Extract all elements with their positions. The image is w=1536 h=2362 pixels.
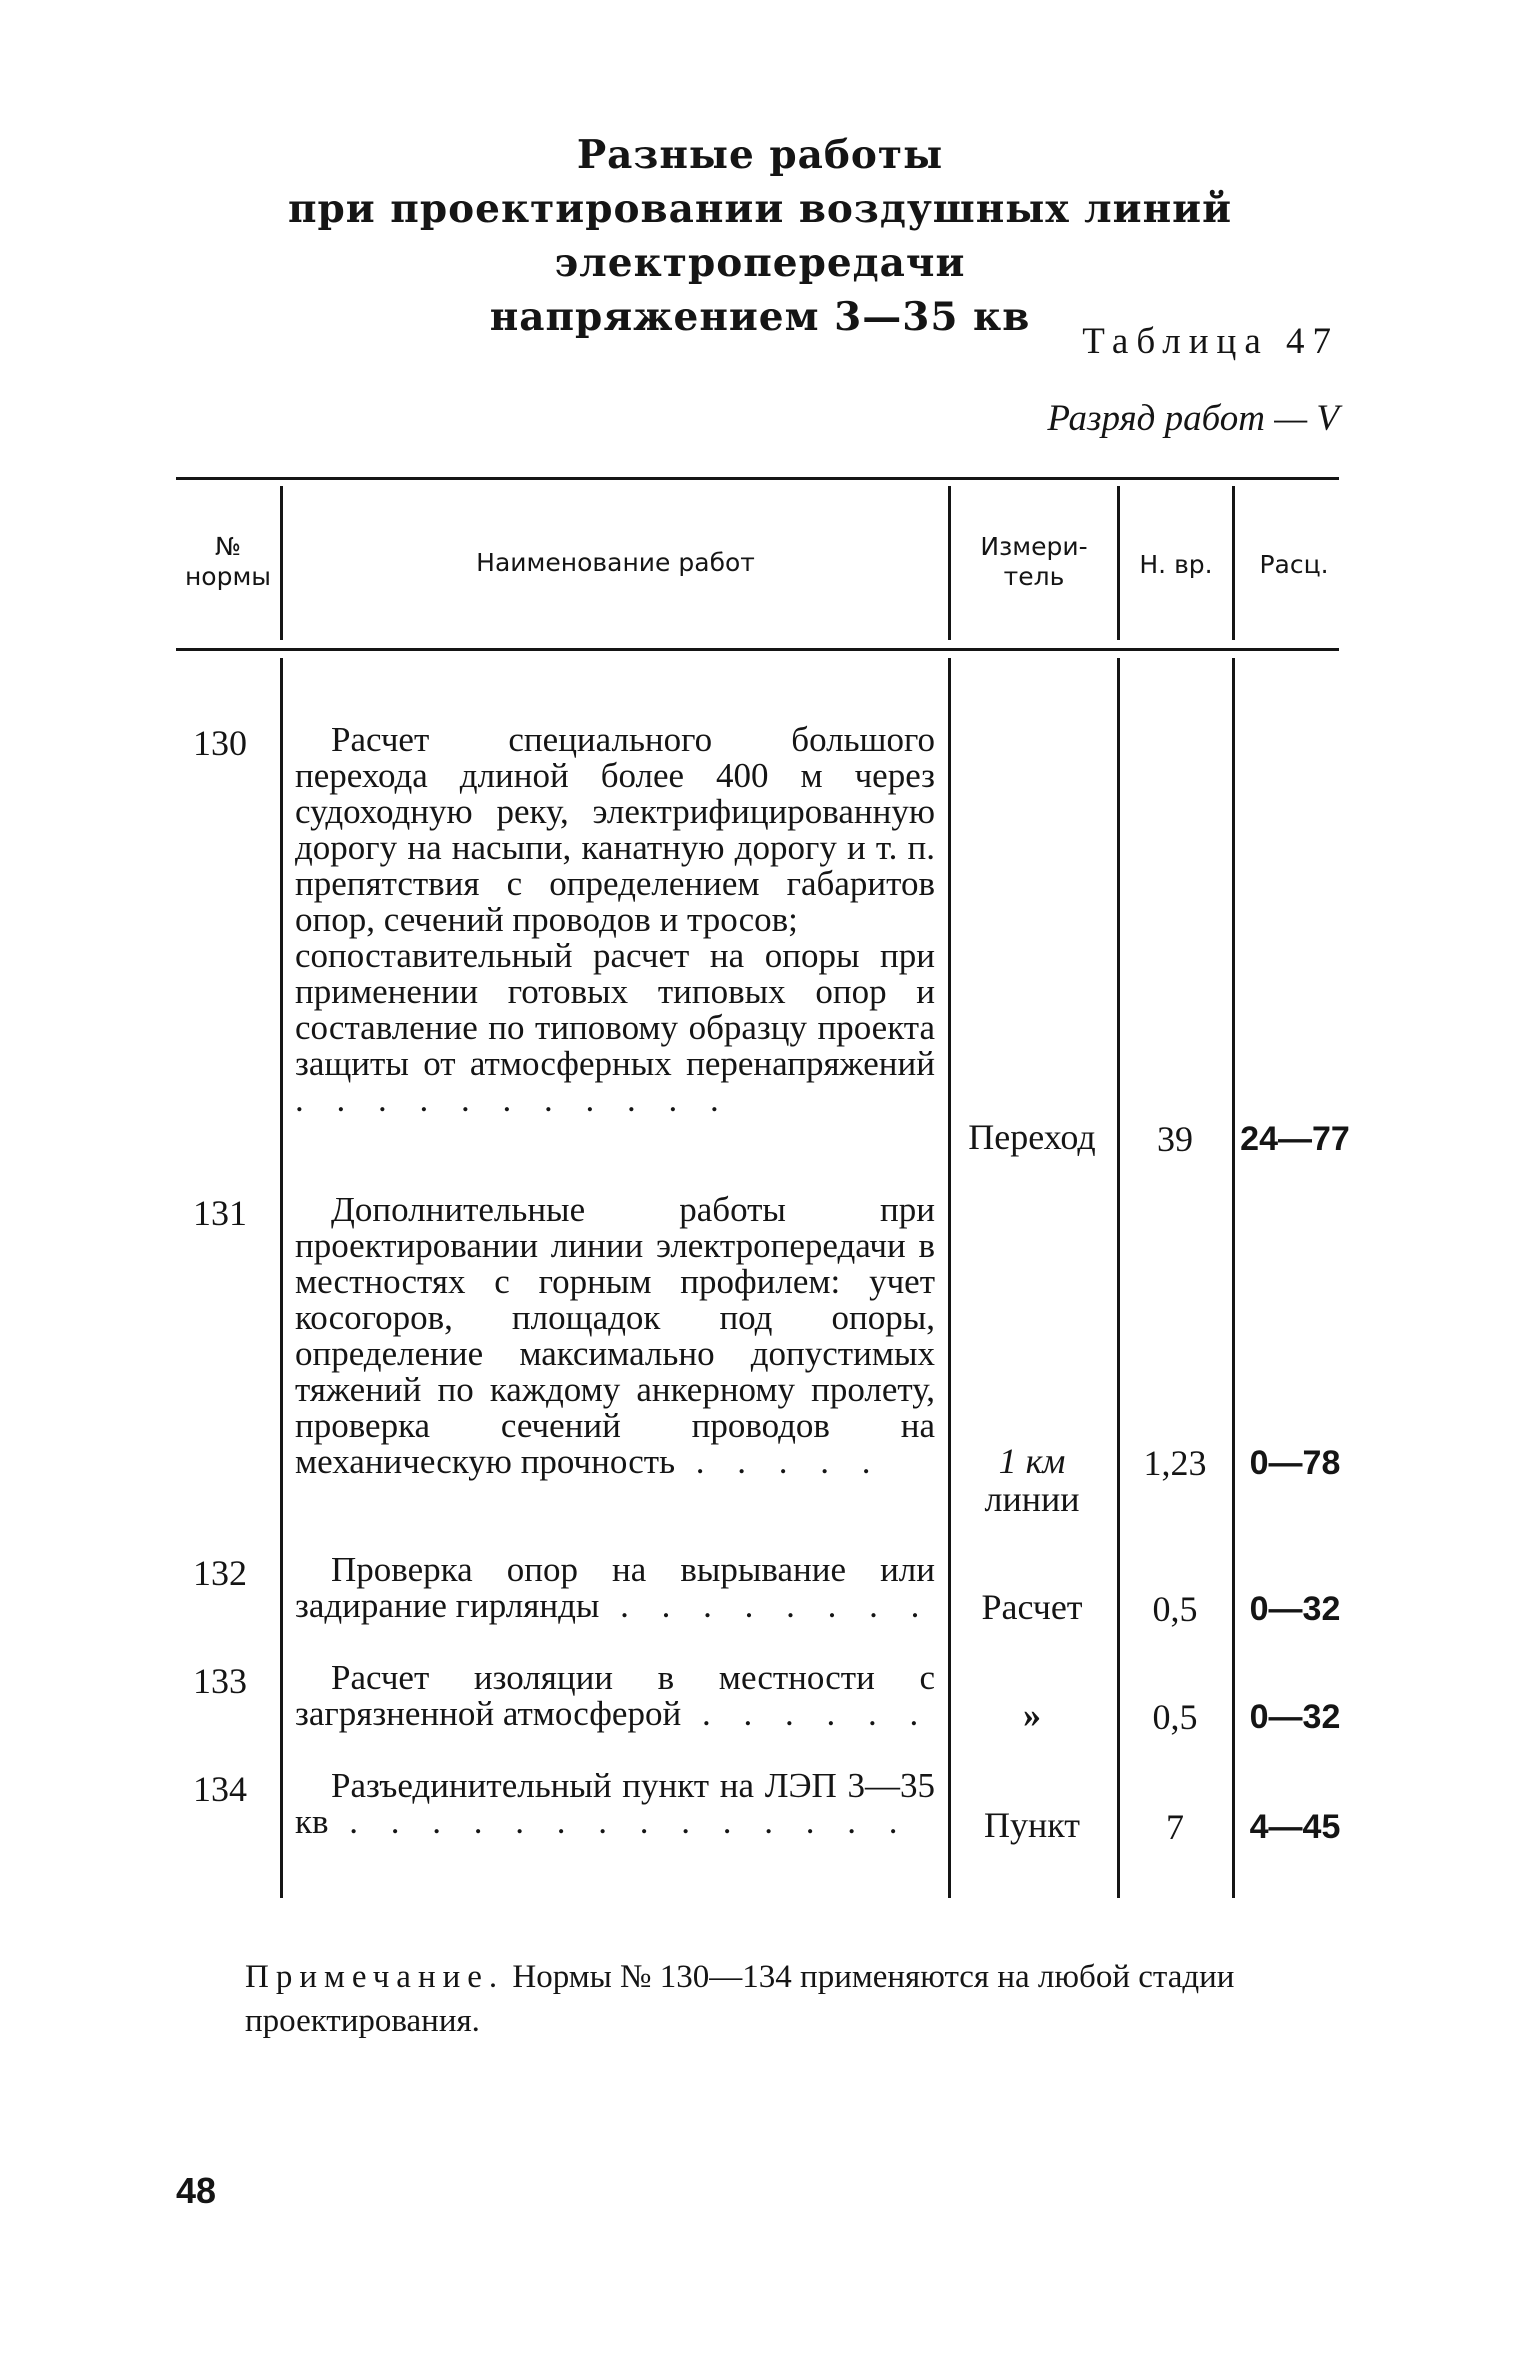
row-134-rate: 4—45 — [1249, 1808, 1341, 1846]
page-title — [160, 128, 1360, 344]
row-130-description-part2: сопоставительный расчет на опоры при применении готовых типовых опор и составление по типовому образцу проекта защиты от атмосферных перенапряжений . . . . . . . . . . . — [295, 936, 935, 1119]
header-time-norm: Н. вр. — [1139, 550, 1213, 579]
column-divider — [280, 658, 283, 1898]
row-132-description: Проверка опор на вырывание или задирание гирлянды . . . . . . . . — [295, 1550, 935, 1625]
row-132-rate: 0—32 — [1249, 1590, 1341, 1628]
table-top-rule — [176, 477, 1339, 480]
row-131-unit: 1 км линии — [984, 1441, 1080, 1519]
row-133-unit: » — [1023, 1695, 1041, 1735]
title-line-3: напряжением 3—35 кв — [489, 294, 1031, 340]
row-131-number: 131 — [193, 1193, 247, 1233]
row-133-number: 133 — [193, 1661, 247, 1701]
row-133-description: Расчет изоляции в местности с загрязненной атмосферой . . . . . . — [295, 1658, 935, 1733]
row-134-time-norm: 7 — [1166, 1807, 1184, 1847]
row-134-description: Разъединительный пункт на ЛЭП 3—35 кв . . . . . . . . . . . . . . — [295, 1766, 935, 1841]
row-132-time-norm: 0,5 — [1152, 1589, 1198, 1629]
table-number: Таблица 47 — [1082, 321, 1339, 362]
header-unit: Измери- тель — [980, 532, 1088, 591]
row-130-unit: Переход — [968, 1117, 1096, 1157]
row-132-number: 132 — [193, 1553, 247, 1593]
footnote — [245, 1955, 1335, 2043]
row-133-rate: 0—32 — [1249, 1698, 1341, 1736]
row-130-rate: 24—77 — [1240, 1120, 1350, 1158]
title-line-1: Разные работы — [576, 132, 944, 178]
row-130-number: 130 — [193, 723, 247, 763]
row-130-description: Расчет специального большого перехода длиной более 400 м через судоходную реку, электрифицированную дорогу на насыпи, канатную дорогу и т. п. препятствия с определением габаритов опор, сечений проводов и тросов; сопоставительный расчет на опоры при применении готовых типовых опор и составление по типовому образцу проекта защиты от атмосферных перенапряжений . . . . . . . . . . . — [295, 720, 935, 1119]
row-131-time-norm: 1,23 — [1143, 1443, 1207, 1483]
row-131-rate: 0—78 — [1249, 1444, 1341, 1482]
header-rate: Расц. — [1259, 550, 1329, 579]
header-norm-number: № нормы — [184, 532, 272, 591]
footnote-label: Примечание. — [245, 1959, 505, 1995]
row-134-number: 134 — [193, 1769, 247, 1809]
row-134-unit: Пункт — [983, 1805, 1080, 1845]
column-divider — [948, 658, 951, 1898]
row-132-unit: Расчет — [981, 1587, 1083, 1627]
header-work-name: Наименование работ — [476, 548, 755, 577]
page-number: 48 — [176, 2170, 217, 2211]
work-category: Разряд работ — V — [1047, 398, 1339, 439]
title-line-2: при проектировании воздушных линий электропередачи — [287, 186, 1232, 286]
row-133-time-norm: 0,5 — [1152, 1697, 1198, 1737]
row-131-description: Дополнительные работы при проектировании линии электропередачи в местностях с горным профилем: учет косогоров, площадок под опоры, определение максимально допустимых тяжений по каждому анкерному пролету, проверка сечений проводов на механическую прочность . . . . . — [295, 1190, 935, 1481]
row-130-time-norm: 39 — [1157, 1119, 1193, 1159]
footnote-text: Нормы № 130—134 применяются на любой стадии проектирования. — [245, 1959, 1235, 2039]
header-bottom-rule — [176, 648, 1339, 651]
